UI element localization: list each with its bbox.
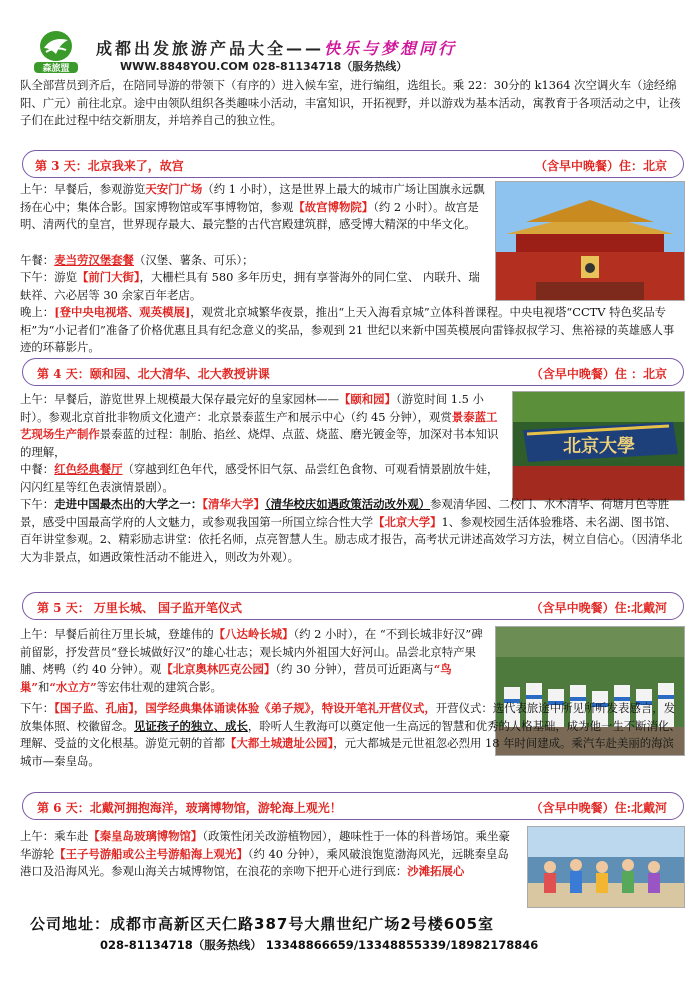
day4-afternoon: 下午：走进中国最杰出的大学之一：【清华大学】（清华校庆如遇政策活动改外观）参观清华园、二校门、水木清华、荷塘月色等胜景，感受中国最高学府的人文魅力，或参观我国第一所国立综合性大学【北京大学】1、参观校园生活体验雅塔、未名湖、图书馆、百年讲堂参观。2、精彩励志讲堂：依托名师，点亮智慧人生。励志成才报告，高考状元讲述高效学习方法，树立自信心。（因清华北大为非景点，如遇政策性活动不能进入，则改为外观）。 xyxy=(20,497,683,564)
afternoon-label: 下午： xyxy=(20,701,55,715)
evening-label: 晚上： xyxy=(20,305,55,319)
day5-banner xyxy=(22,592,684,620)
day3-title: 第 3 天：北京我来了，故宫 xyxy=(35,159,184,173)
morning-label: 上午： xyxy=(20,627,55,641)
day4-meals: （含早中晚餐）住 ：北京 xyxy=(530,367,667,381)
gate-plaque-text: 北京大學 xyxy=(563,436,635,457)
day3-afternoon: 下午：游览【前门大街】，大栅栏具有 580 多年历史，拥有享誉海外的同仁堂、 内联升、瑞蚨祥、六必居等 30 余家百年老店。 xyxy=(20,270,480,302)
header-slogan: 快乐与梦想同行 xyxy=(324,39,458,58)
day4-noon: 中餐：红色经典餐厅（穿越到红色年代，感受怀旧气氛、品尝红色食物、可观看情景剧放牛娃，闪闪红星等红色表演情景剧）。 xyxy=(20,462,499,494)
day5-meals: （含早中晚餐）住:北戴河 xyxy=(530,601,667,615)
beach-group-photo xyxy=(527,826,685,908)
day6-meals: （含早中晚餐）住:北戴河 xyxy=(530,801,667,815)
day5-title: 第 5 天： 万里长城、 国子监开笔仪式 xyxy=(37,601,243,615)
day3-evening: 晚上：[登中央电视塔、观英模展]，观赏北京城繁华夜景，推出“上天入海看京城”立体科普课程。中央电视塔“CCTV 特色奖品专柜”为“小记者们”准备了价格优惠且具有纪念意义的奖品，参观到 21 世纪以来新中国英模展向雷锋叔叔学习、焦裕禄的英雄感人事迹的环幕影片。 xyxy=(20,305,675,354)
morning-label: 上午： xyxy=(20,829,55,843)
intro-paragraph: 队全部营员到齐后，在陪同导游的带领下（有序的）进入候车室，进行编组，选组长。乘 22：30分的 k1364 次空调火车（途经绵阳、广元）前往北京。途中由领队组织各类趣味小活动，丰富知识，开拓视野，并以游戏为基本活动，寓教育于各项活动之中，让孩子们在此过程中结交新朋友，并培养自己的独立性。 xyxy=(20,78,681,127)
company-logo xyxy=(30,30,82,74)
day6-morning: 上午：乘车赴【秦皇岛玻璃博物馆】（政策性闭关改游植物园），趣味性于一体的科普场馆。乘坐豪华游轮【王子号游船或公主号游船海上观光】（约 40 分钟），乘风破浪饱览渤海风光，远眺秦皇岛港口及沿海风光。参观山海关古城博物馆，在浪花的亲吻下把开心进行到底：沙滩拓展心 xyxy=(20,829,510,878)
afternoon-label: 下午： xyxy=(20,270,55,284)
company-phones: 028-81134718（服务热线） 13348866659/13348855339/18982178846 xyxy=(100,938,539,952)
day3-morning: 上午：早餐后，参观游览天安门广场（约 1 小时），这是世界上最大的城市广场让国旗永远飘扬在心中；集体合影。国家博物馆或军事博物馆，参观【故宫博物院】（约 2 小时）。故宫是明、清两代的皇宫，世界现存最大、最完整的古代宫殿建筑群，感受博大精深的中华文化。 xyxy=(20,182,485,231)
day6-banner xyxy=(22,792,684,820)
logo-text: 森旅盟 xyxy=(42,64,70,74)
company-address: 公司地址：成都市高新区天仁路387号大鼎世纪广场2号楼605室 xyxy=(30,915,495,933)
noon-label: 中餐： xyxy=(20,462,55,476)
morning-label: 上午： xyxy=(20,392,55,406)
day5-afternoon: 下午：【国子监、孔庙】，国学经典集体诵读体验《弟子规》，特设开笔礼开营仪式，开营仪式：选代表旅途中所见所听发表感言，发放集体照、校徽留念。见证孩子的独立、成长，聆听人生教海可以奠定他一生高远的智慧和优秀的人格基础，成为他一生不断消化、理解、受益的文化根基。游览元朝的首都【大都土城遗址公园】，元大都城是元世祖忽必烈用 18 年时间建成。乘汽车赴美丽的海滨城市—秦皇岛。 xyxy=(20,701,681,768)
header-contact: WWW.8848YOU.COM 028-81134718（服务热线） xyxy=(120,60,408,73)
peking-university-gate-photo xyxy=(512,391,685,501)
tiananmen-photo xyxy=(495,181,685,301)
morning-label: 上午： xyxy=(20,182,55,196)
day5-morning: 上午：早餐后前往万里长城，登雄伟的【八达岭长城】（约 2 小时），在 “不到长城非好汉”碑前留影，抒发营员“登长城做好汉”的雄心壮志；观长城内外祖国大好河山。品尝北京特产果脯、烤鸭（约 40 分钟）。观【北京奥林匹克公园】（约 30 分钟），营员可近距离与“鸟巢”和“水立方”等宏伟壮观的建筑合影。 xyxy=(20,627,483,694)
day3-banner xyxy=(22,150,684,178)
day4-banner xyxy=(22,358,684,386)
header-title: 成都出发旅游产品大全——快乐与梦想同行 xyxy=(96,39,458,58)
day4-title: 第 4 天：颐和园、北大清华、北大教授讲课 xyxy=(37,367,270,381)
day3-meals: （含早中晚餐）住：北京 xyxy=(534,159,667,173)
day3-noon: 午餐：麦当劳汉堡套餐（汉堡、薯条、可乐）； xyxy=(20,253,254,267)
noon-label: 午餐： xyxy=(20,253,55,267)
day6-title: 第 6 天：北戴河拥抱海洋，玻璃博物馆，游轮海上观光！ xyxy=(37,801,342,815)
afternoon-label: 下午： xyxy=(20,497,55,511)
day4-morning: 上午：早餐后，游览世界上规模最大保存最完好的皇家园林——【颐和园】（游览时间 1.5 小时）。参观北京首批非物质文化遗产：北京景泰蓝生产和展示中心（约 45 分钟），观赏景泰蓝工艺现场生产制作景泰蓝的过程：制胎、掐丝、烧焊、点蓝、烧蓝、磨光镀金等，加深对书本知识的理解， xyxy=(20,392,499,459)
